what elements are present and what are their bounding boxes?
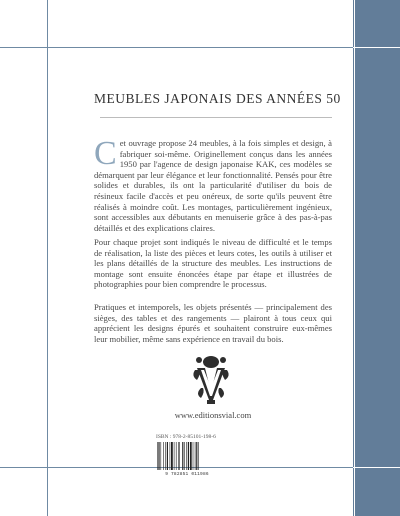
barcode-digits: 9 782851 011986 <box>165 472 209 477</box>
frame-line-top <box>0 47 400 48</box>
barcode-icon <box>156 442 218 470</box>
spine-band-line-top <box>353 47 400 48</box>
spine-band-line-bottom <box>353 467 400 468</box>
paragraph-details: Pour chaque projet sont indiqués le niveau de difficulté et le temps de réalisation, la liste des pièces et leurs cotes, les outils à utiliser et les plans détaillés de la structure des meubles. Les instructions de montage sont ensuite énoncées étape par étape et illustrées de photographies pour bien comprendre le processus. <box>94 237 332 290</box>
spine-band <box>353 0 400 516</box>
drop-cap: C <box>94 135 117 172</box>
paragraph-closing: Pratiques et intemporels, les objets présentés — principalement des sièges, des tables et des rangements — plairont à tous ceux qui apprécient les designs épurés et souhaitent construire eux-mêmes leur mobilier, même sans expérience en travail du bois. <box>94 302 332 344</box>
book-title: MEUBLES JAPONAIS DES ANNÉES 50 <box>94 91 341 106</box>
frame-line-left <box>47 0 48 516</box>
monogram-v-logo-icon <box>189 352 233 406</box>
paragraph-intro <box>94 135 332 233</box>
isbn-label: ISBN : 978-2-85101-198-6 <box>156 434 216 440</box>
spine-band-line-left <box>354 0 355 516</box>
paragraph-intro-text: et ouvrage propose 24 meubles, à la fois simples et design, à fabriquer soi-même. Originellement conçus dans les années 1950 par l'agence de design japonaise KAK, ces modèles se démarquent par leur élégance et leur fonctionnalité. Pensés pour être solides et durables, ils ont la particularité d'utiliser du bois de résineux facile d'accès et peu onéreux, de sorte qu'ils peuvent être réalisés à moindre coût. Les montages, particulièrement ingénieux, sont accessibles aux débutants en menuiserie grâce à des pas-à-pas détaillés et des explications claires. <box>94 138 332 233</box>
title-rule <box>100 117 332 118</box>
publisher-website: www.editionsvial.com <box>174 410 252 420</box>
